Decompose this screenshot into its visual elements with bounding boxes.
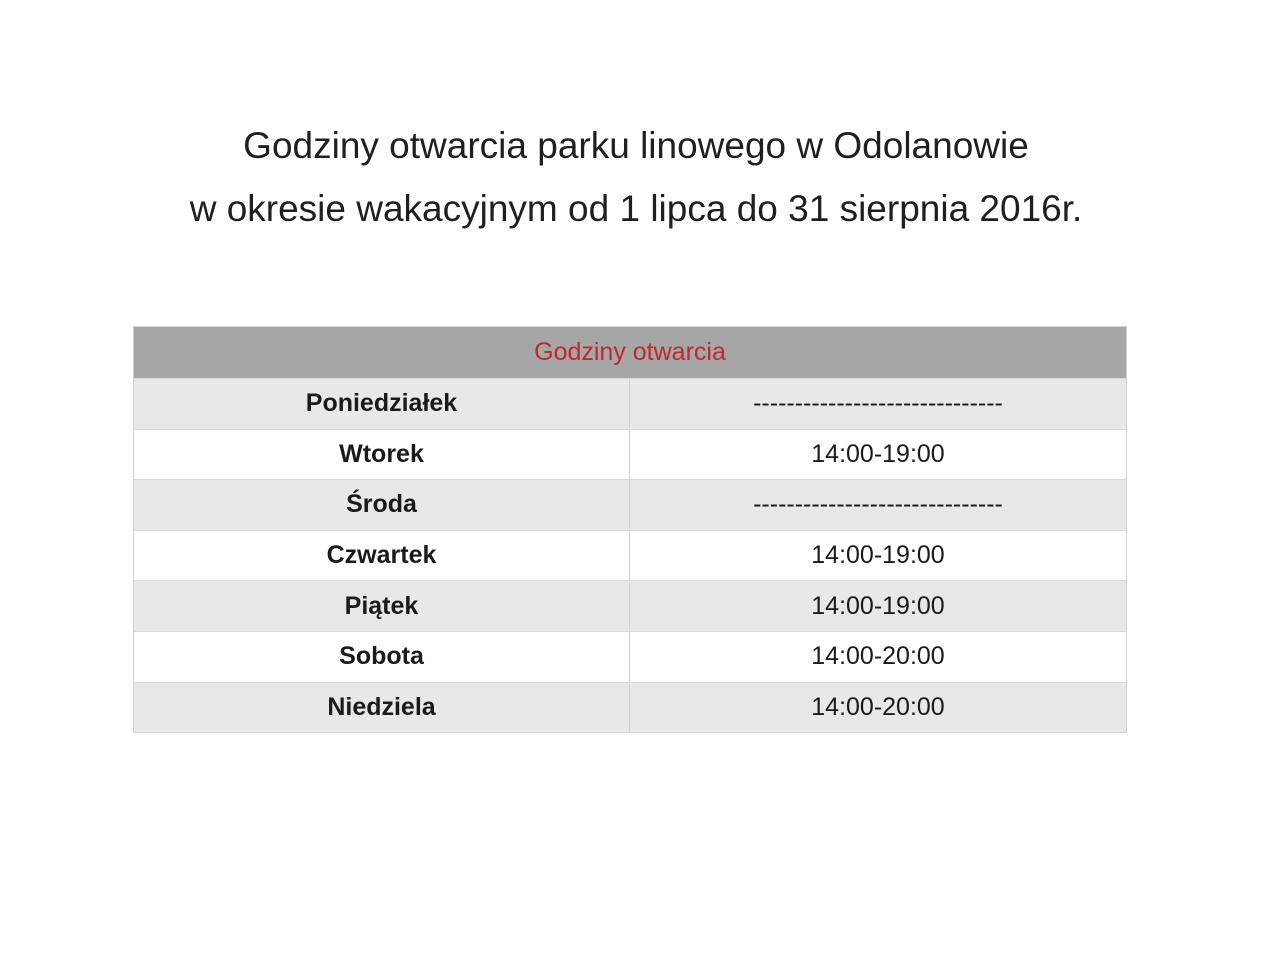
- day-cell: Niedziela: [134, 683, 630, 733]
- document-title-line-2: w okresie wakacyjnym od 1 lipca do 31 sierpnia 2016r.: [189, 188, 1083, 229]
- hours-cell: 14:00-19:00: [811, 439, 945, 468]
- table-row: [134, 479, 1126, 530]
- table-row: [134, 530, 1126, 581]
- opening-hours-table: [133, 326, 1127, 733]
- hours-cell: 14:00-20:00: [811, 642, 945, 671]
- hours-cell: ------------------------------: [753, 490, 1003, 519]
- day-cell: Środa: [134, 480, 630, 530]
- day-cell: Sobota: [134, 632, 630, 682]
- hours-cell: 14:00-20:00: [811, 692, 945, 721]
- hours-cell: ------------------------------: [753, 389, 1003, 418]
- hours-cell: 14:00-19:00: [811, 591, 945, 620]
- day-cell: Czwartek: [134, 531, 630, 581]
- table-row: [134, 682, 1126, 733]
- table-row: [134, 378, 1126, 429]
- day-cell: Poniedziałek: [134, 379, 630, 429]
- hours-cell: 14:00-19:00: [811, 541, 945, 570]
- table-header: Godziny otwarcia: [134, 327, 1126, 378]
- document-title-line-1: Godziny otwarcia parku linowego w Odolanowie: [243, 125, 1029, 166]
- table-row: [134, 429, 1126, 480]
- table-row: [134, 580, 1126, 631]
- table-row: [134, 631, 1126, 682]
- day-cell: Piątek: [134, 581, 630, 631]
- day-cell: Wtorek: [134, 430, 630, 480]
